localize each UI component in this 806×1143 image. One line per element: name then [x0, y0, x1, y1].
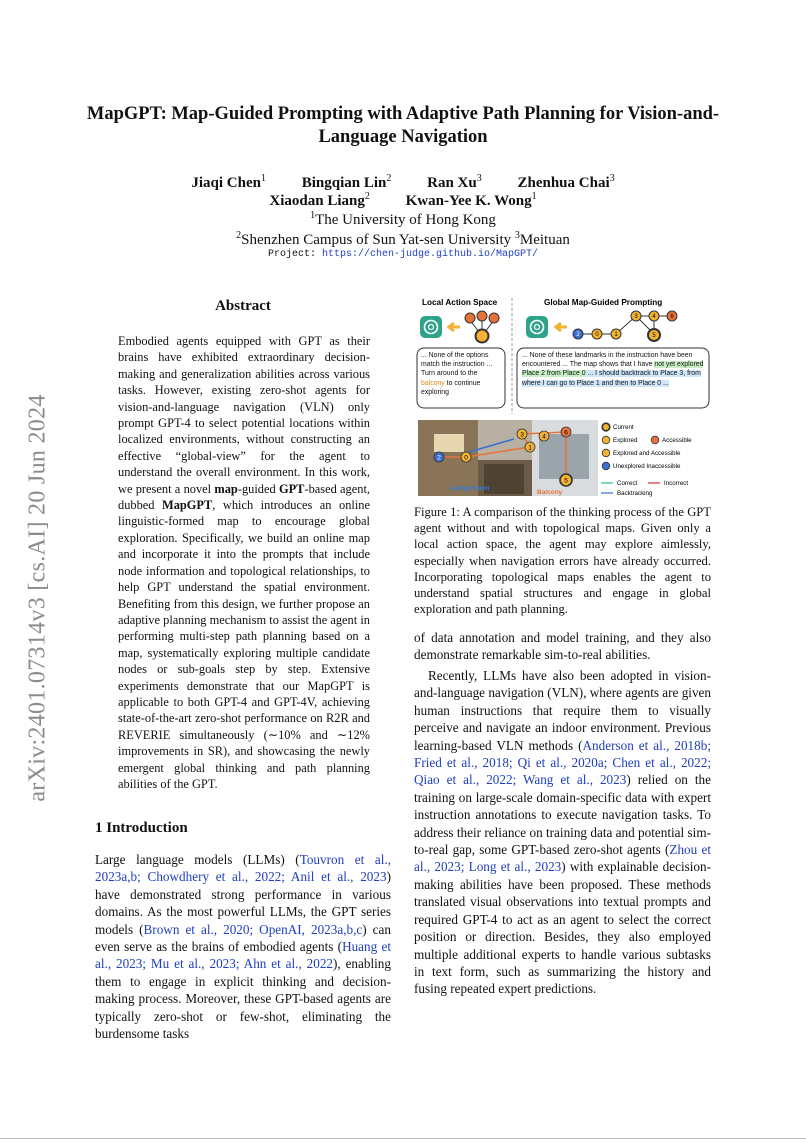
svg-text:Explored: Explored: [613, 437, 638, 444]
page-footer-line: [0, 1138, 806, 1139]
svg-text:Correct: Correct: [617, 480, 638, 487]
svg-text:Backtracking: Backtracking: [617, 490, 653, 497]
svg-text:2: 2: [576, 332, 580, 339]
svg-text:3: 3: [520, 431, 524, 439]
svg-text:Explored and Accessible: Explored and Accessible: [613, 450, 681, 457]
intro-paragraph: Large language models (LLMs) (Touvron et al., 2023a,b; Chowdhery et al., 2022; Anil et al., 2023) have demonstrated strong performance in various domains. As the most powerful LLMs, the GPT series models (Brown et al., 2020; OpenAI, 2023a,b,c) can even serve as the brains of embodied agents (Huang et al., 2023; Mu et al., 2023; Ahn et al., 2022), enabling them to engage in explicit thinking and decision-making process. Moreover, these GPT-based agents are typically zero-shot or few-shot, eliminating the burdensome tasks: [95, 852, 391, 1042]
room-label: Balcony: [537, 489, 563, 496]
svg-text:5: 5: [652, 333, 656, 340]
abstract-body: Embodied agents equipped with GPT as their brains have exhibited extraordinary decision-making and generalization abilities across various tasks. However, existing zero-shot agents for vision-and-language navigation (VLN) only prompt GPT-4 to select potential locations within localized environments, without constructing an effective “global-view” for the agent to understand the overall environment. In this work, we present a novel map-guided GPT-based agent, dubbed MapGPT, which introduces an online linguistic-formed map to encourage global exploration. Specifically, we build an online map and incorporate it into the prompts that include node information and topological relationships, to help GPT understand the spatial environment. Benefiting from this design, we further propose an adaptive planning mechanism to assist the agent in performing multi-step path planning based on a map, systematically exploring multiple candidate nodes or sub-goals step by step. Extensive experiments demonstrate that our MapGPT is applicable to both GPT-4 and GPT-4V, achieving state-of-the-art zero-shot performance on R2R and REVERIE simultaneously (∼10% and ∼12% improvements in SR), and showcasing the newly emergent global thinking and path planning abilities of the GPT.: [118, 334, 370, 791]
svg-text:Unexplored Inaccessible: Unexplored Inaccessible: [613, 463, 681, 470]
svg-text:4: 4: [652, 314, 656, 321]
arrow-icon: [449, 323, 460, 331]
figure-1: [414, 294, 712, 498]
author: Ran Xu$^3$: [427, 173, 482, 191]
svg-text:2: 2: [437, 454, 441, 462]
figure-1-graphic: [414, 294, 712, 498]
svg-text:3: 3: [634, 314, 638, 321]
author: Zhenhua Chai$^3$: [517, 173, 615, 191]
global-thought-text: ... None of these landmarks in the instruction have been encountered ... The map shows that I have not yet explored Place 2 from Place 0 ... I should backtrack to Place 3, from where I can go to Place 1 and then to Place 0 ...: [522, 352, 704, 387]
arxiv-identifier: arXiv:2401.07314v3 [cs.AI] 20 Jun 2024: [24, 394, 51, 802]
svg-text:0: 0: [595, 332, 599, 339]
paper-title: MapGPT: Map-Guided Prompting with Adaptive Path Planning for Vision-and-Language Navigation: [86, 104, 720, 147]
fig-right-title: Global Map-Guided Prompting: [544, 298, 663, 307]
svg-text:Incorrect: Incorrect: [664, 480, 689, 487]
svg-text:0: 0: [464, 454, 468, 462]
figure-legend: [601, 423, 692, 497]
svg-text:1: 1: [614, 332, 618, 339]
citation-link[interactable]: Anderson et al., 2018b; Fried et al., 2018; Qi et al., 2020a; Chen et al., 2022; Qiao et al., 2022; Wang et al., 2023: [414, 737, 711, 788]
project-line: Project: https://chen-judge.github.io/MapGPT/: [267, 249, 539, 260]
abstract-heading: Abstract: [215, 298, 271, 314]
affiliation-2: $^2$Shenzhen Campus of Sun Yat-sen University $^3$Meituan: [236, 230, 570, 248]
global-graph: [573, 311, 677, 341]
affiliation-1: $^1$The University of Hong Kong: [310, 210, 496, 228]
svg-text:Accessible: Accessible: [662, 437, 692, 444]
local-thought-text: ... None of the options match the instruction ... Turn around to the balcony to continue exploring: [421, 352, 493, 396]
svg-text:5: 5: [564, 477, 568, 485]
citation-link[interactable]: Touvron et al., 2023a,b; Chowdhery et al., 2022; Anil et al., 2023: [95, 852, 391, 885]
figure-caption: Figure 1: A comparison of the thinking process of the GPT agent without and with topological maps. Given only a local action space, the agent may explore aimlessly, especially when navigation errors have already occurred. Incorporating topological maps enables the agent to understand spatial structures and engage in global exploration and path planning.: [414, 505, 711, 617]
author: Bingqian Lin$^2$: [301, 173, 392, 191]
section-heading: 1 Introduction: [95, 820, 188, 836]
svg-text:Current: Current: [613, 424, 634, 431]
local-graph: [465, 311, 499, 343]
author: Kwan-Yee K. Wong$^1$: [405, 191, 537, 209]
citation-link[interactable]: Brown et al., 2020; OpenAI, 2023a,b,c: [143, 921, 363, 937]
floorplan-photo: [418, 420, 598, 496]
svg-text:4: 4: [542, 433, 546, 441]
citation-link[interactable]: Zhou et al., 2023; Long et al., 2023: [414, 842, 711, 875]
paragraph: Recently, LLMs have also been adopted in vision-and-language navigation (VLN), where agents are given human instructions that require them to visually perceive and navigate an indoor environment. Previous learning-based VLN methods (Anderson et al., 2018b; Fried et al., 2018; Qi et al., 2020a; Chen et al., 2022; Qiao et al., 2022; Wang et al., 2023) relied on the training on large-scale domain-specific data with expert instruction annotations to execute navigation tasks. To address their reliance on training data and potential sim-to-real gap, some GPT-based zero-shot agents (Zhou et al., 2023; Long et al., 2023) with explainable decision-making abilities have been proposed. These methods translated visual observations into textual prompts and required GPT-4 to act as an agent to select the correct position or direction. Besides, they also employed multiple additional experts to handle various subtasks in text form, such as summarizing the history and fusing repeated expert predictions.: [414, 668, 711, 997]
paragraph: of data annotation and model training, and they also demonstrate remarkable sim-to-real abilities.: [414, 630, 711, 663]
author: Xiaodan Liang$^2$: [269, 191, 370, 209]
svg-text:1: 1: [528, 444, 532, 452]
svg-text:6: 6: [670, 314, 674, 321]
citation-link[interactable]: Huang et al., 2023; Mu et al., 2023; Ahn et al., 2022: [95, 939, 391, 972]
gpt-logo-icon: [526, 316, 548, 338]
arrow-icon: [556, 323, 567, 331]
author: Jiaqi Chen$^1$: [191, 173, 266, 191]
fig-left-title: Local Action Space: [422, 298, 498, 307]
svg-text:6: 6: [564, 429, 568, 437]
room-label: Living Room: [450, 485, 490, 492]
project-link[interactable]: https://chen-judge.github.io/MapGPT/: [321, 249, 539, 260]
gpt-logo-icon: [420, 316, 442, 338]
